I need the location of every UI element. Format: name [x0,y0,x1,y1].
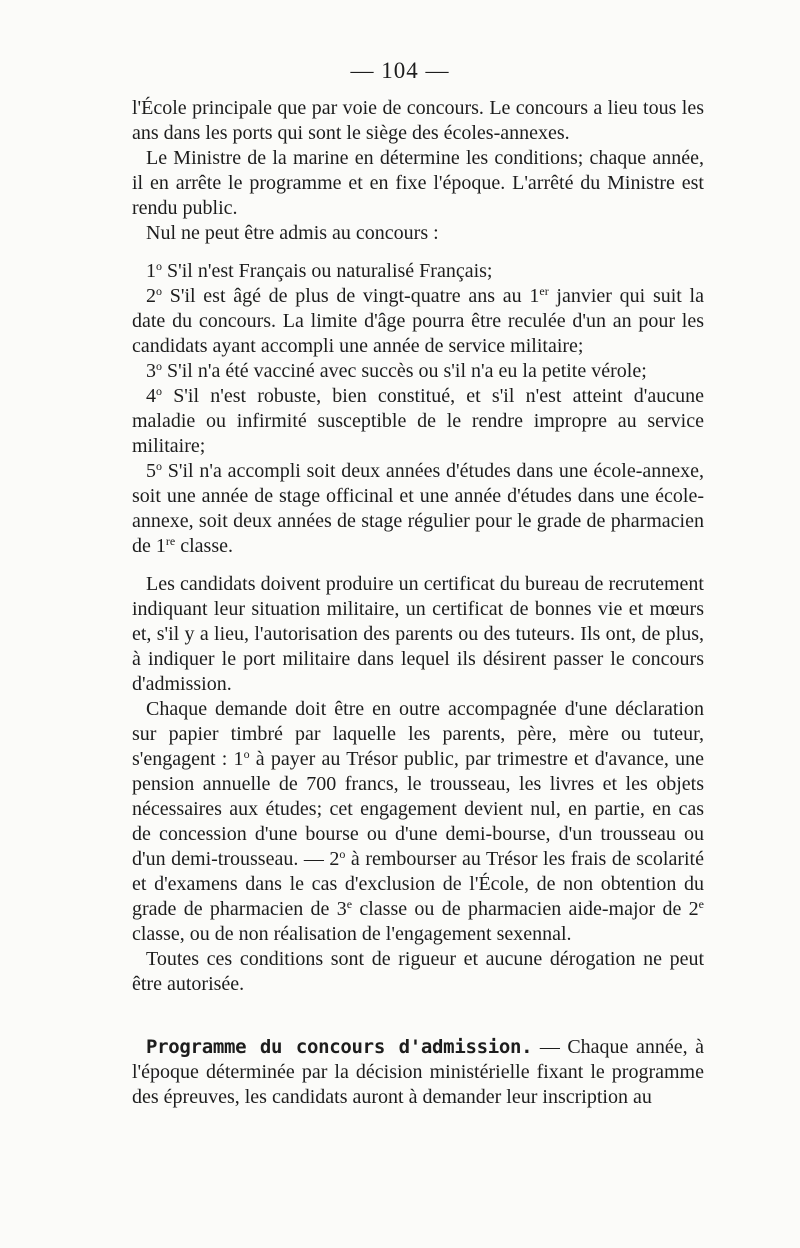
paragraph-ministre: Le Ministre de la marine en détermine les conditions; chaque année, il en arrête le programme et en fixe l'époque. L'arrêté du Ministre est rendu public. [132,147,704,219]
page-body [132,96,704,1110]
condition-text: classe. [175,535,233,557]
condition-text: S'il est âgé de plus de vingt-quatre ans au 1 [169,285,540,307]
condition-2 [132,284,704,359]
condition-1 [132,259,704,284]
condition-number: 2 [146,285,156,307]
paragraph-admission-conditions: Nul ne peut être admis au concours : [146,222,439,244]
ordinal-mark: e [346,897,353,911]
ordinal-mark: er [539,284,549,298]
condition-number: 3 [146,360,156,382]
condition-text: S'il n'est robuste, bien constitué, et s'il n'est atteint d'aucune maladie ou infirmité susceptible de le rendre impropre au service militaire; [132,385,704,457]
paragraph-certificates: Les candidats doivent produire un certificat du bureau de recrutement indiquant leur situation militaire, un certificat de bonnes vie et mœurs et, s'il y a lieu, l'autorisation des parents ou des tuteurs. Ils ont, de plus, à indiquer le port militaire dans lequel ils désirent passer le concours d'admission. [132,573,704,695]
paragraph-program [132,1035,704,1110]
condition-3 [132,359,704,384]
ordinal-mark: re [165,534,176,548]
program-text: — Chaque année, à l'époque déterminée par la décision ministérielle fixant le programme des épreuves, les candidats auront à demander leur inscription au [132,1036,704,1108]
ordinal-mark: o [243,747,250,761]
ordinal-mark: o [339,847,346,861]
declaration-text: à rembourser au Trésor les frais de scolarité et d'examens dans le cas d'exclusion de l'École, de non obtention du grade de pharmacien de 3 [132,848,704,920]
ordinal-mark: o [156,284,162,298]
condition-4 [132,384,704,459]
declaration-text: classe ou de pharmacien aide-major de 2 [352,898,699,920]
ordinal-mark: e [698,897,704,911]
condition-number: 1 [146,260,156,282]
paragraph-declaration [132,697,704,947]
declaration-text: classe, ou de non réalisation de l'engagement sexennal. [132,923,572,945]
paragraph-rigueur: Toutes ces conditions sont de rigueur et aucune dérogation ne peut être autorisée. [132,948,704,995]
condition-number: 5 [146,460,156,482]
condition-text: S'il n'a été vacciné avec succès ou s'il n'a eu la petite vérole; [167,360,647,382]
ordinal-mark: o [156,384,162,398]
section-heading: Programme du concours d'admission. [146,1036,533,1058]
condition-5 [132,459,704,559]
condition-text: S'il n'est Français ou naturalisé Français; [167,260,493,282]
ordinal-mark: o [156,459,162,473]
ordinal-mark: o [156,259,162,273]
condition-number: 4 [146,385,156,407]
paragraph-concours-intro: l'École principale que par voie de concours. Le concours a lieu tous les ans dans les ports qui sont le siège des écoles-annexes. [132,97,704,144]
declaration-text: Chaque demande doit être en outre accompagnée d'une déclaration sur papier timbré par laquelle les parents, père, mère ou tuteur, s'engagent : 1 [132,698,704,770]
condition-text: S'il n'a accompli soit deux années d'études dans une école-annexe, soit une année de stage officinal et une année d'études dans une école-annexe, soit deux années de stage régulier pour le grade de pharmacien de 1 [132,460,704,557]
ordinal-mark: o [156,359,162,373]
page-number: — 104 — [350,58,450,83]
condition-text: janvier qui suit la date du concours. La limite d'âge pourra être reculée d'un an pour les candidats ayant accompli une année de service militaire; [132,285,704,357]
declaration-text: à payer au Trésor public, par trimestre et d'avance, une pension annuelle de 700 francs, le trousseau, les livres et les objets nécessaires aux études; cet engagement devient nul, en partie, en cas de concession d'une bourse ou d'une demi-bourse, d'un trousseau ou d'un demi-trousseau. — 2 [132,748,704,870]
